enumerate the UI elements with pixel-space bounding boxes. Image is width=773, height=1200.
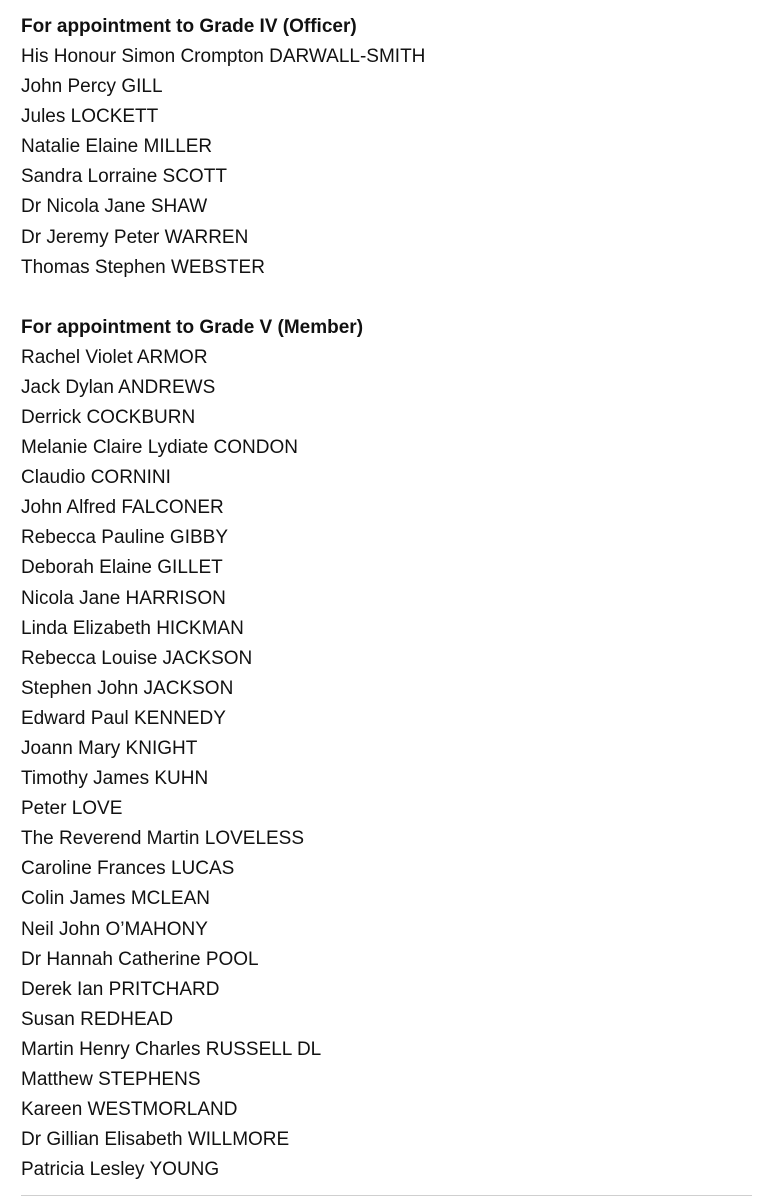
section-grade-iv xyxy=(21,12,752,283)
name-list-grade-v xyxy=(21,343,752,1186)
appointments-document xyxy=(21,12,752,1185)
name-entry: Joann Mary KNIGHT xyxy=(21,737,198,759)
name-entry: Rachel Violet ARMOR xyxy=(21,346,208,368)
name-entry: Neil John O’MAHONY xyxy=(21,918,208,940)
section-spacer xyxy=(21,283,752,313)
name-entry: Linda Elizabeth HICKMAN xyxy=(21,617,244,639)
name-entry: John Alfred FALCONER xyxy=(21,497,224,519)
name-entry: The Reverend Martin LOVELESS xyxy=(21,828,305,850)
name-entry: Derrick COCKBURN xyxy=(21,406,196,428)
name-list-grade-iv xyxy=(21,42,752,283)
name-entry: Thomas Stephen WEBSTER xyxy=(21,256,265,278)
name-entry: Jules LOCKETT xyxy=(21,106,159,128)
name-entry: Deborah Elaine GILLET xyxy=(21,557,223,579)
name-entry: Natalie Elaine MILLER xyxy=(21,136,213,158)
name-entry: Derek Ian PRITCHARD xyxy=(21,978,220,1000)
name-entry: Rebecca Louise JACKSON xyxy=(21,647,253,669)
name-entry: Rebecca Pauline GIBBY xyxy=(21,527,229,549)
name-entry: Melanie Claire Lydiate CONDON xyxy=(21,437,299,459)
section-heading-grade-v: For appointment to Grade V (Member) xyxy=(21,316,364,338)
name-entry: Martin Henry Charles RUSSELL DL xyxy=(21,1038,322,1060)
name-entry: Dr Nicola Jane SHAW xyxy=(21,196,208,218)
name-entry: Dr Jeremy Peter WARREN xyxy=(21,226,249,248)
name-entry: Susan REDHEAD xyxy=(21,1008,174,1030)
name-entry: Nicola Jane HARRISON xyxy=(21,587,226,609)
name-entry: Stephen John JACKSON xyxy=(21,677,234,699)
name-entry: Caroline Frances LUCAS xyxy=(21,858,235,880)
name-entry: Timothy James KUHN xyxy=(21,768,209,790)
name-entry: Kareen WESTMORLAND xyxy=(21,1099,238,1121)
section-grade-v xyxy=(21,313,752,1186)
name-entry: Sandra Lorraine SCOTT xyxy=(21,166,227,188)
name-entry: Dr Gillian Elisabeth WILLMORE xyxy=(21,1129,290,1151)
name-entry: Dr Hannah Catherine POOL xyxy=(21,948,259,970)
name-entry: Claudio CORNINI xyxy=(21,467,171,489)
name-entry: His Honour Simon Crompton DARWALL-SMITH xyxy=(21,46,426,67)
name-entry: Colin James MCLEAN xyxy=(21,888,210,910)
name-entry: Edward Paul KENNEDY xyxy=(21,707,226,729)
name-entry: Patricia Lesley YOUNG xyxy=(21,1159,220,1181)
bottom-divider xyxy=(21,1195,752,1196)
name-entry: Jack Dylan ANDREWS xyxy=(21,376,216,398)
name-entry: John Percy GILL xyxy=(21,76,163,98)
name-entry: Peter LOVE xyxy=(21,798,123,820)
section-heading-grade-iv: For appointment to Grade IV (Officer) xyxy=(21,16,357,37)
name-entry: Matthew STEPHENS xyxy=(21,1069,201,1090)
